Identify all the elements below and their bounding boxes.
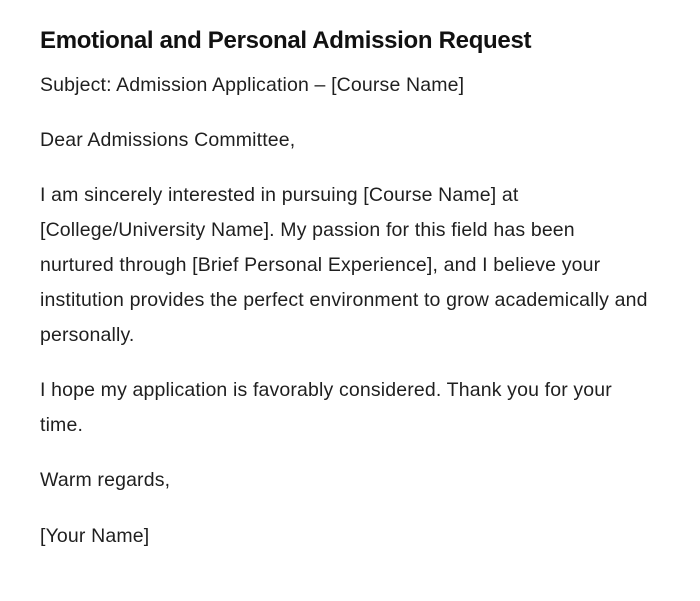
body-paragraph-1: I am sincerely interested in pursuing [Course Name] at [College/University Name]. My passion for this field has been nurtured through [Brief Personal Experience], and I believe your institution provides the perfect environment to grow academically and personally. — [40, 184, 648, 346]
greeting: Dear Admissions Committee, — [40, 129, 296, 151]
document-title: Emotional and Personal Admission Request — [40, 27, 532, 54]
subject-line: Subject: Admission Application – [Course Name] — [40, 74, 465, 96]
closing-line: Warm regards, — [40, 469, 171, 491]
body-paragraph-2: I hope my application is favorably considered. Thank you for your time. — [40, 379, 612, 436]
letter-document — [40, 24, 650, 554]
signature-placeholder: [Your Name] — [40, 525, 150, 547]
